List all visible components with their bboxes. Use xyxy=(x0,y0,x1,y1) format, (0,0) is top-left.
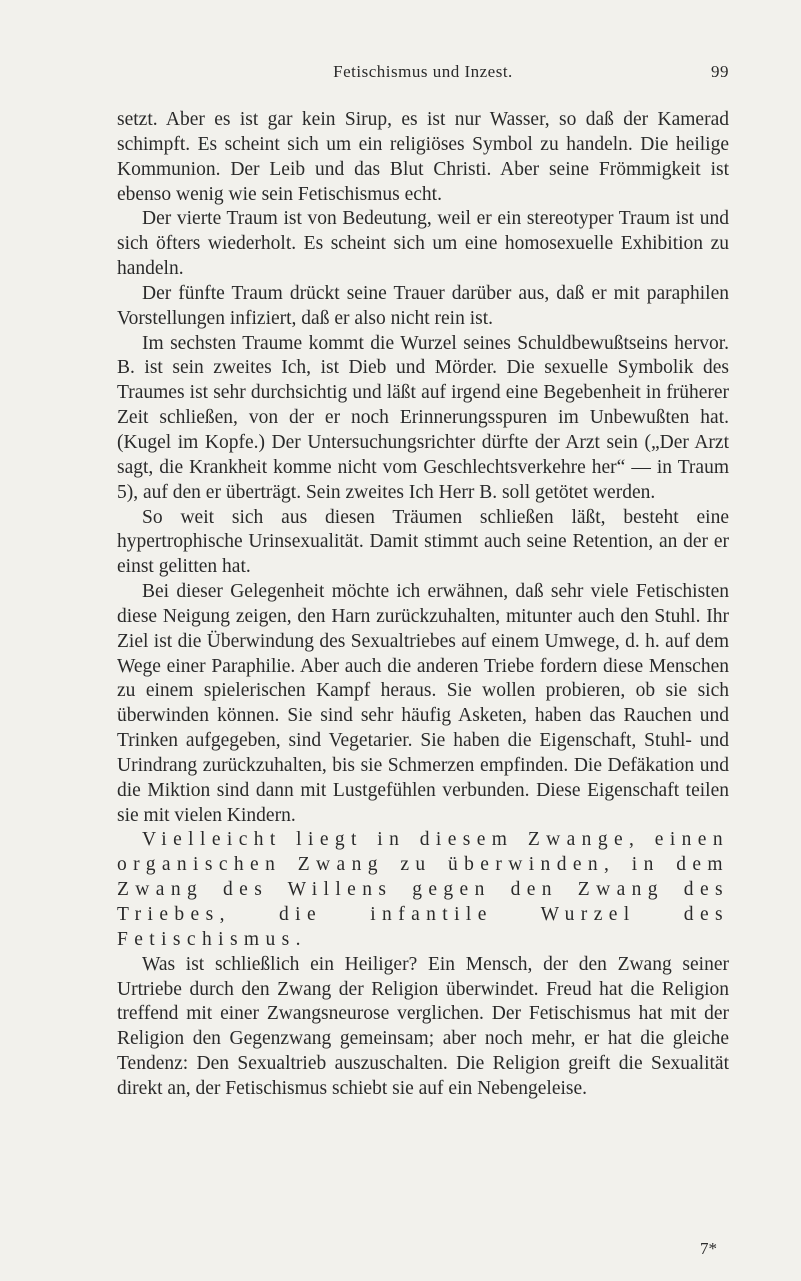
paragraph: Was ist schließlich ein Heiliger? Ein Mensch, der den Zwang seiner Urtriebe durch den Zwang der Religion überwindet. Freud hat die Religion treffend mit einer Zwangsneurose verglichen. Der Fetischismus hat mit der Religion den Gegenzwang gemeinsam; aber noch mehr, er hat die gleiche Tendenz: Den Sexualtrieb auszuschalten. Die Religion greift die Sexualität direkt an, der Fetischismus schiebt sie auf ein Nebengeleise. xyxy=(117,953,729,1099)
printer-signature: 7* xyxy=(700,1239,717,1258)
paragraph: Der vierte Traum ist von Bedeutung, weil er ein stereotyper Traum ist und sich öfters wiederholt. Es scheint sich um eine homosexuelle Exhibition zu handeln. xyxy=(117,208,729,280)
paragraph: Bei dieser Gelegenheit möchte ich erwähnen, daß sehr viele Fetischisten diese Neigung zeigen, den Harn zurückzuhalten, mitunter auch den Stuhl. Ihr Ziel ist die Überwindung des Sexualtriebes auf einem Umwege, d. h. auf dem Wege einer Paraphilie. Aber auch die anderen Triebe fordern diese Menschen zu einem spielerischen Kampf heraus. Sie wollen probieren, ob sie sich überwinden können. Sie sind sehr häufig Asketen, haben das Rauchen und Trinken aufgegeben, sind Vegetarier. Sie haben die Eigenschaft, Stuhl- und Urindrang zurückzuhalten, bis sie Schmerzen empfinden. Die Defäkation und die Miktion sind dann mit Lustgefühlen verbunden. Diese Eigenschaft teilen sie mit vielen Kindern. xyxy=(117,581,729,826)
paragraph: Im sechsten Traume kommt die Wurzel seines Schuldbewußtseins hervor. B. ist sein zweites Ich, ist Dieb und Mörder. Die sexuelle Symbolik des Traumes ist sehr durchsichtig und läßt auf irgend eine Begebenheit in früherer Zeit schließen, von der er noch Erinnerungsspuren im Unbewußten hat. (Kugel im Kopfe.) Der Untersuchungsrichter dürfte der Arzt sein („Der Arzt sagt, die Krankheit komme nicht vom Geschlechtsverkehre her“ — in Traum 5), auf den er überträgt. Sein zweites Ich Herr B. soll getötet werden. xyxy=(117,332,729,503)
running-head xyxy=(117,62,729,86)
emphasized-paragraph: Vielleicht liegt in diesem Zwange, einen organischen Zwang zu überwinden, in dem Zwang des Willens gegen den Zwang des Triebes, die infantile Wurzel des Fetischismus. xyxy=(117,829,729,950)
body-text xyxy=(117,108,729,1102)
running-title: Fetischismus und Inzest. xyxy=(333,62,513,81)
paragraph: Der fünfte Traum drückt seine Trauer darüber aus, daß er mit paraphilen Vorstellungen infiziert, daß er also nicht rein ist. xyxy=(117,282,729,329)
page-number: 99 xyxy=(711,62,729,81)
paragraph: setzt. Aber es ist gar kein Sirup, es ist nur Wasser, so daß der Kamerad schimpft. Es scheint sich um ein religiöses Symbol zu handeln. Die heilige Kommunion. Der Leib und das Blut Christi. Aber seine Frömmigkeit ist ebenso wenig wie sein Fetischismus echt. xyxy=(117,109,729,205)
paragraph: So weit sich aus diesen Träumen schließen läßt, besteht eine hypertrophische Urinsexualität. Damit stimmt auch seine Retention, an der er einst gelitten hat. xyxy=(117,506,729,578)
